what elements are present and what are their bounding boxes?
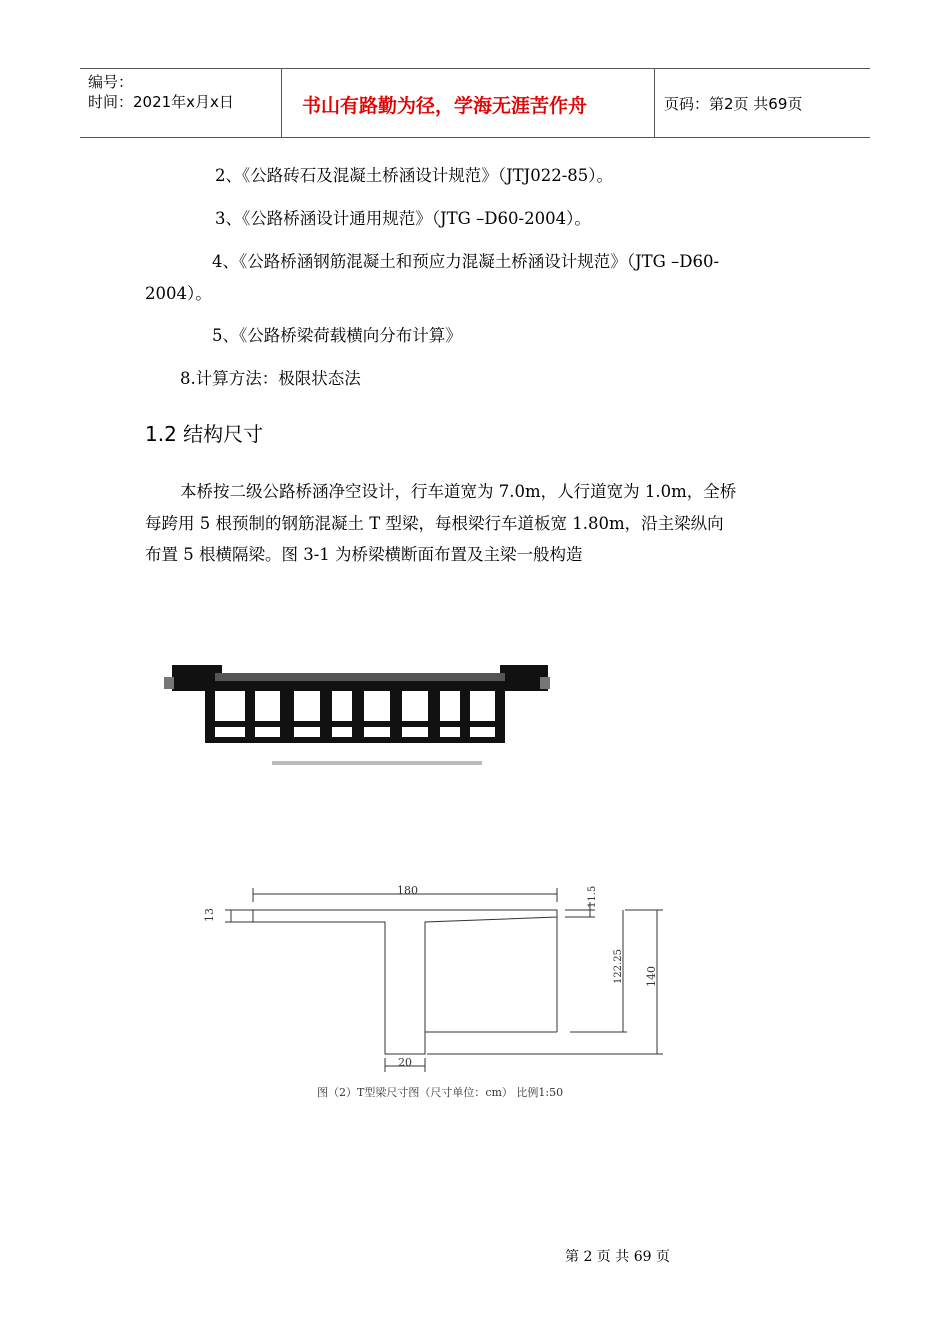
header-page-info: 页码：第2页 共69页 [664,95,803,113]
dim-height-label: 140 [645,966,658,987]
bridge-cross-section-figure [160,655,560,770]
figure-caption: 图（2）T型梁尺寸图（尺寸单位：cm） 比例1:50 [317,1086,564,1099]
dim-mid-label: 122.25 [613,949,624,984]
dim-left-label: 13 [203,908,216,922]
header-meta-cell [80,69,282,137]
dim-bottom-label: 20 [398,1056,412,1069]
dim-top-label: 180 [397,884,418,897]
section-title: 1.2 结构尺寸 [145,422,264,446]
dim-flange-label: 11.5 [587,885,598,908]
calc-method: 8.计算方法：极限状态法 [180,369,361,388]
paragraph-line-1: 本桥按二级公路桥涵净空设计，行车道宽为 7.0m，人行道宽为 1.0m，全桥 [180,482,737,501]
header-motto: 书山有路勤为径，学海无涯苦作舟 [302,95,588,117]
reference-4-line-2: 2004）。 [145,284,212,303]
reference-3: 3、《公路桥涵设计通用规范》（JTG –D60-2004）。 [215,209,591,228]
reference-5: 5、《公路桥梁荷载横向分布计算》 [212,326,462,345]
t-beam-dimension-figure [195,872,695,1112]
doc-date-label: 时间：2021年x月x日 [88,93,234,111]
header-motto-cell [282,69,655,137]
reference-2: 2、《公路砖石及混凝土桥涵设计规范》（JTJ022-85）。 [215,166,614,185]
paragraph-line-2: 每跨用 5 根预制的钢筋混凝土 T 型梁，每根梁行车道板宽 1.80m，沿主梁纵向 [145,514,724,533]
page-header [80,68,870,138]
doc-number-label: 编号： [88,73,134,91]
paragraph-line-3: 布置 5 根横隔梁。图 3-1 为桥梁横断面布置及主梁一般构造 [145,545,583,564]
page-footer: 第 2 页 共 69 页 [565,1249,670,1265]
reference-4-line-1: 4、《公路桥涵钢筋混凝土和预应力混凝土桥涵设计规范》（JTG –D60- [212,252,720,271]
